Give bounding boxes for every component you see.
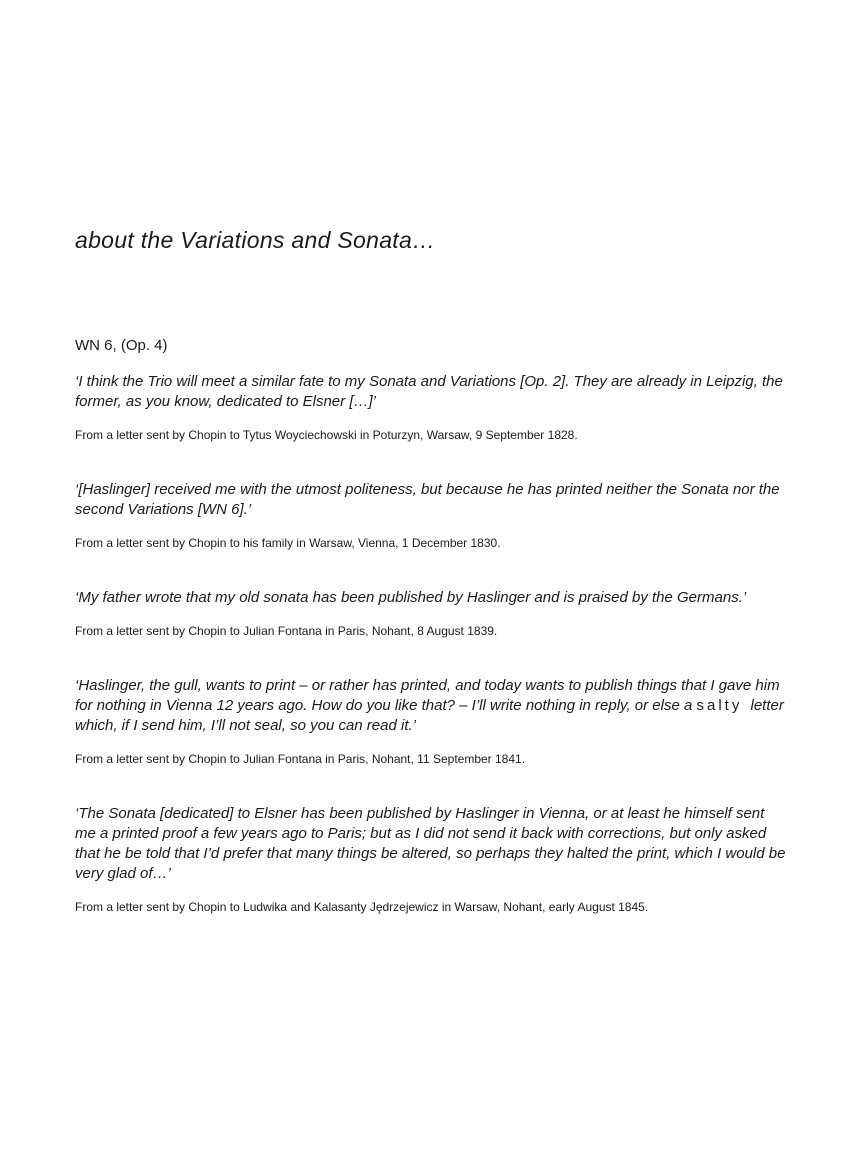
quote-text: ‘The Sonata [dedicated] to Elsner has been published by Haslinger in Vienna, or at least he himself sent me a printed proof a few years ago to Paris; but as I did not send it back with corrections, but only asked that he be told that I’d prefer that many things be altered, so perhaps they halted the print, which I would be very glad of…’: [75, 805, 786, 882]
quote-text: ‘My father wrote that my old sonata has been published by Haslinger and is praised by the Germans.’: [75, 589, 747, 606]
quote-source: From a letter sent by Chopin to his family in Warsaw, Vienna, 1 December 1830.: [75, 536, 501, 550]
quote-text: ‘I think the Trio will meet a similar fate to my Sonata and Variations [Op. 2]. They are already in Leipzig, the former, as you know, dedicated to Elsner […]’: [75, 373, 783, 410]
quote-source: From a letter sent by Chopin to Julian Fontana in Paris, Nohant, 11 September 1841.: [75, 752, 526, 766]
page-title: about the Variations and Sonata…: [75, 227, 436, 253]
letterspaced-word: salty: [696, 697, 743, 714]
quote-source: From a letter sent by Chopin to Julian Fontana in Paris, Nohant, 8 August 1839.: [75, 624, 498, 638]
quote-block: [75, 588, 787, 638]
quote-text-after: letter which, if I send him, I’ll not seal, so you can read it.’: [75, 697, 784, 734]
quote-text-before: ‘Haslinger, the gull, wants to print – or rather has printed, and today wants to publish things that I gave him for nothing in Vienna 12 years ago. How do you like that? – I’ll write nothing in reply, or else a: [75, 677, 780, 714]
quote-block: [75, 480, 787, 550]
quote-text: ‘[Haslinger] received me with the utmost politeness, but because he has printed neither the Sonata nor the second Variations [WN 6].’: [75, 481, 780, 518]
quote-source: From a letter sent by Chopin to Ludwika and Kalasanty Jędrzejewicz in Warsaw, Nohant, early August 1845.: [75, 900, 649, 914]
quote-source: From a letter sent by Chopin to Tytus Woyciechowski in Poturzyn, Warsaw, 9 September 1828.: [75, 428, 578, 442]
quote-block: [75, 804, 787, 914]
quote-text: [75, 676, 787, 736]
quote-block: [75, 676, 787, 766]
quote-block: [75, 372, 787, 442]
work-number-heading: WN 6, (Op. 4): [75, 337, 168, 354]
